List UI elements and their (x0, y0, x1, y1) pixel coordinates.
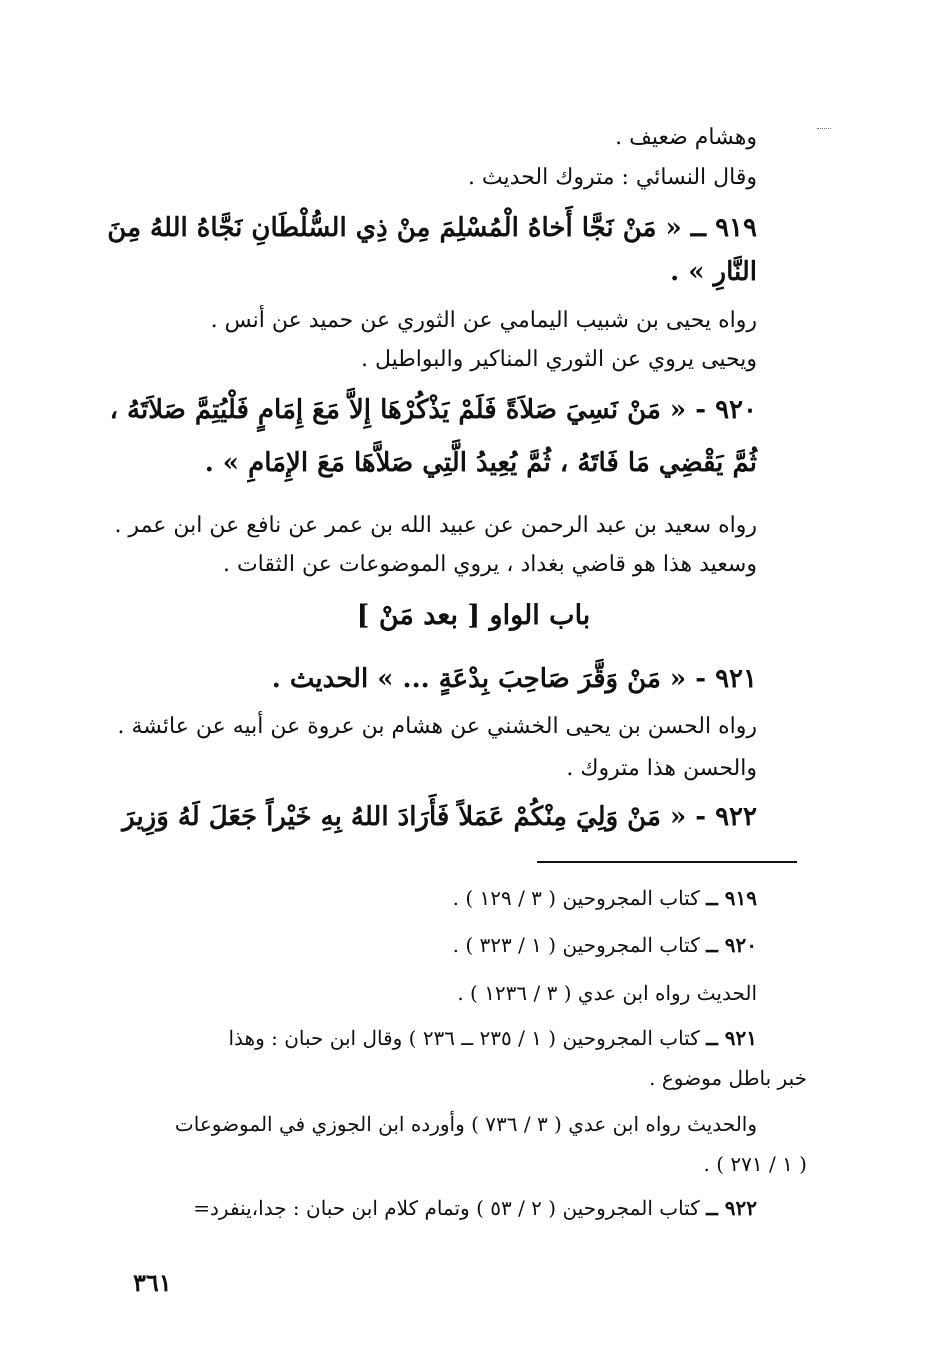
footnote-920 (453, 931, 757, 959)
text-line: وقال النسائي : متروك الحديث . (467, 165, 757, 190)
footnote-text: كتاب المجروحين ( ٢ / ٥٣ ) وتمام كلام ابن حبان : جدا،ينفرد= (193, 1196, 700, 1220)
footnote-text: كتاب المجروحين ( ٣ / ١٢٩ ) . (452, 886, 700, 910)
hadith-entry-920-cont: ثُمَّ يَقْضِي مَا فَاتَهُ ، ثُمَّ يُعِيدُ الَّتِي صَلاَّهَا مَعَ الإِمَامِ » . (204, 448, 757, 478)
footnote-line: ( ١ / ٢٧١ ) . (703, 1152, 807, 1176)
hadith-entry-919: ٩١٩ ــ « مَنْ نَجَّا أَخاهُ الْمُسْلِمَ مِنْ ذِي السُّلْطَانِ نَجَّاهُ اللهُ مِنَ (107, 213, 757, 243)
hadith-entry-919-cont: النَّارِ » . (670, 257, 757, 287)
page-number: ٣٦١ (133, 1268, 172, 1297)
footnote-number: ٩٢١ ــ (706, 1026, 757, 1050)
footnote-number: ٩٢٢ ــ (706, 1196, 757, 1220)
footnote-line: خبر باطل موضوع . (649, 1066, 807, 1090)
footnote-number: ٩١٩ ــ (706, 886, 757, 910)
footnote-text: كتاب المجروحين ( ١ / ٢٣٥ ــ ٢٣٦ ) وقال ابن حبان : وهذا (228, 1026, 700, 1050)
footnote-919 (453, 884, 757, 912)
footnote-text: كتاب المجروحين ( ١ / ٣٢٣ ) . (452, 933, 700, 957)
text-line: وسعيد هذا هو قاضي بغداد ، يروي الموضوعات عن الثقات . (222, 552, 757, 577)
footnote-number: ٩٢٠ ــ (706, 933, 757, 957)
scan-speck (817, 128, 831, 131)
footnote-line: الحديث رواه ابن عدي ( ٣ / ١٢٣٦ ) . (457, 981, 757, 1005)
footnote-separator (537, 861, 797, 863)
footnote-922 (135, 1194, 757, 1222)
hadith-entry-920: ٩٢٠ - « مَنْ نَسِيَ صَلاَةً فَلَمْ يَذْكُرْهَا إِلاَّ مَعَ إِمَامٍ فَلْيُتِمَّ صَلاَتَهُ ، (109, 395, 757, 425)
footnote-line: والحديث رواه ابن عدي ( ٣ / ٧٣٦ ) وأورده ابن الجوزي في الموضوعات (174, 1112, 757, 1136)
text-line: وهشام ضعيف . (615, 125, 757, 150)
footnote-921 (135, 1024, 757, 1052)
text-line: رواه سعيد بن عبد الرحمن عن عبيد الله بن عمر عن نافع عن ابن عمر . (114, 513, 757, 538)
text-line: رواه يحيى بن شبيب اليمامي عن الثوري عن حميد عن أنس . (210, 308, 757, 333)
section-heading: باب الواو [ بعد مَنْ ] (356, 600, 591, 631)
text-line: ويحيى يروي عن الثوري المناكير والبواطيل . (360, 347, 757, 372)
text-line: رواه الحسن بن يحيى الخشني عن هشام بن عروة عن أبيه عن عائشة . (117, 714, 757, 739)
text-line: والحسن هذا متروك . (566, 756, 757, 781)
hadith-entry-921: ٩٢١ - « مَنْ وَقَّرَ صَاحِبَ بِدْعَةٍ ... » الحديث . (271, 664, 757, 694)
hadith-entry-922: ٩٢٢ - « مَنْ وَلِيَ مِنْكُمْ عَمَلاً فَأَرَادَ اللهُ بِهِ خَيْراً جَعَلَ لَهُ وَزِيرَ (122, 802, 757, 832)
